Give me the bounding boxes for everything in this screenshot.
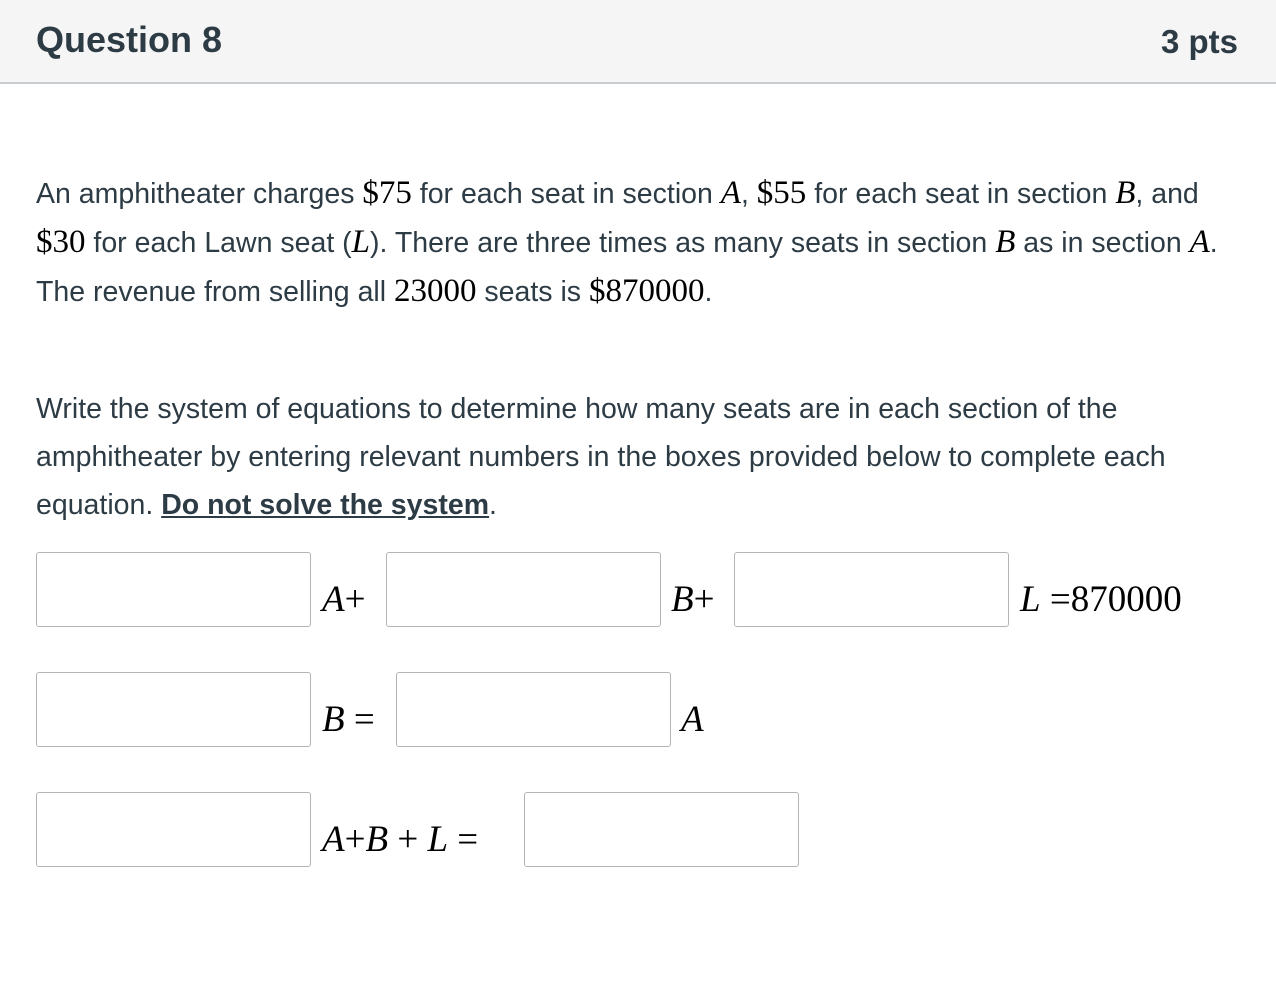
problem-text: ). There are three times as many seats in section (370, 227, 996, 259)
eq2-coef-a-input[interactable] (396, 672, 671, 747)
problem-text: for each seat in section (411, 178, 721, 210)
eq3-sum-expression (322, 818, 478, 862)
instructions-text: Write the system of equations to determine how many seats are in each section of the amphitheater by entering relevant numbers in the boxes provided below to complete each equation. (36, 393, 1166, 521)
eq1-var-a: A (322, 579, 345, 620)
problem-text: , (740, 178, 757, 210)
eq2-b-equals (322, 698, 375, 742)
eq3-total-input[interactable] (524, 792, 799, 867)
eq1-coef-b-input[interactable] (386, 552, 661, 627)
eq1-b-plus (671, 578, 714, 622)
eq3-var-b: B (365, 819, 389, 860)
math-price-lawn: $30 (36, 224, 86, 260)
eq1-rhs: =870000 (1049, 579, 1182, 620)
eq3-plus: + (344, 819, 366, 860)
eq3-coef-input[interactable] (36, 792, 311, 867)
eq1-l-rhs (1020, 578, 1182, 622)
question-title: Question 8 (36, 19, 223, 60)
instructions-emphasis: Do not solve the system (161, 489, 490, 521)
instructions-end: . (489, 489, 497, 521)
problem-text: . The revenue from selling all (36, 227, 1218, 308)
problem-text: . (704, 276, 713, 308)
math-var-b: B (1115, 175, 1136, 211)
math-var-b: B (995, 224, 1016, 260)
eq2-a (681, 698, 704, 742)
eq3-var-l: L (427, 819, 449, 860)
eq1-plus: + (693, 579, 715, 620)
question-header (0, 0, 1276, 84)
eq2-var-b: B (322, 699, 345, 740)
eq2-coef-b-input[interactable] (36, 672, 311, 747)
eq2-var-a: A (681, 699, 704, 740)
math-var-a: A (720, 175, 741, 211)
eq1-var-b: B (671, 579, 694, 620)
eq2-equals: = (353, 699, 375, 740)
math-total-revenue: $870000 (588, 273, 705, 309)
math-price-b: $55 (756, 175, 807, 211)
eq1-var-l: L (1020, 579, 1041, 620)
eq3-equals: = (457, 819, 479, 860)
problem-text: as in section (1015, 227, 1190, 259)
math-var-a: A (1189, 224, 1210, 260)
problem-statement (36, 169, 1236, 316)
question-points: 3 pts (1160, 23, 1238, 60)
eq1-plus: + (344, 579, 366, 620)
problem-text: , and (1135, 178, 1199, 210)
eq1-a-plus (322, 578, 365, 622)
eq1-coef-a-input[interactable] (36, 552, 311, 627)
eq3-var-a: A (322, 819, 345, 860)
math-var-l: L (351, 224, 371, 260)
eq3-plus: + (397, 819, 419, 860)
problem-text: for each Lawn seat ( (85, 227, 352, 259)
problem-text: seats is (476, 276, 589, 308)
problem-text: for each seat in section (806, 178, 1116, 210)
math-price-a: $75 (362, 175, 412, 211)
instructions (36, 385, 1236, 529)
eq1-coef-l-input[interactable] (734, 552, 1009, 627)
problem-text: An amphitheater charges (36, 178, 363, 210)
math-total-seats: 23000 (394, 273, 477, 309)
